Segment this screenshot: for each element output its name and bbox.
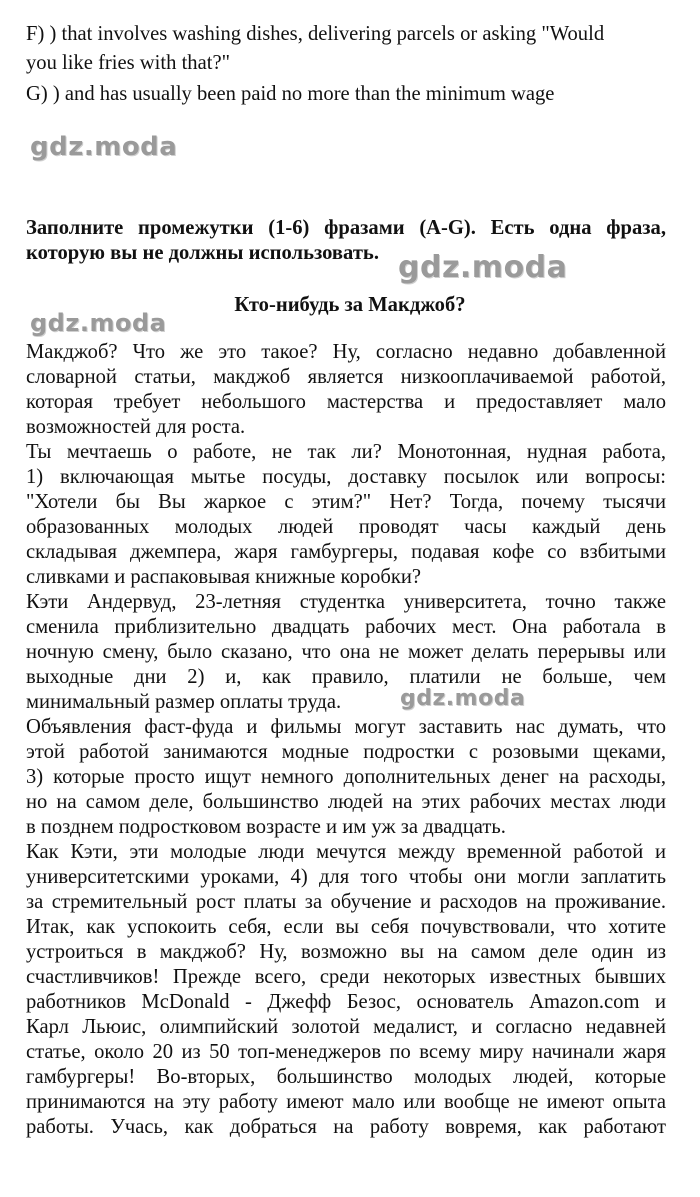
option-g: G) ) and has usually been paid no more than the minimum wage [26, 83, 555, 105]
body-line: словарной статьи, макджоб является низкооплачиваемой работой, [26, 366, 666, 388]
body-line: в позднем подростковом возрасте и им уж за двадцать. [26, 816, 506, 838]
body-line: гамбургеры! Во-вторых, большинство молодых людей, которые [26, 1066, 666, 1088]
body-line: минимальный размер оплаты труда. [26, 691, 342, 713]
body-line: Кэти Андервуд, 23-летняя студентка университета, точно также [26, 591, 666, 613]
body-line: 1) включающая мытье посуды, доставку посылок или вопросы: [26, 466, 666, 488]
watermark: gdz.moda [400, 686, 526, 711]
task-line-1: Заполните промежутки (1-6) фразами (A-G). Есть одна фраза, [26, 217, 666, 239]
body-line: счастливчиков! Прежде всего, среди некоторых известных бывших [26, 966, 666, 988]
body-line: выходные дни 2) и, как правило, платили не больше, чем [26, 666, 666, 688]
body-line: Карл Льюис, олимпийский золотой медалист, и согласно недавней [26, 1016, 666, 1038]
article-title: Кто-нибудь за Макджоб? [234, 294, 466, 316]
body-line: Итак, как успокоить себя, если вы себя почувствовали, что хотите [26, 916, 666, 938]
body-line: работников McDonald - Джефф Безос, основатель Amazon.com и [26, 991, 666, 1013]
watermark: gdz.moda [398, 250, 568, 285]
body-line: Ты мечтаешь о работе, не так ли? Монотонная, нудная работа, [26, 441, 666, 463]
body-line: Объявления фаст-фуда и фильмы могут заставить нас думать, что [26, 716, 666, 738]
body-line: статье, около 20 из 50 топ-менеджеров по всему миру начинали жаря [26, 1041, 666, 1063]
body-line: университетскими уроками, 4) для того чтобы они могли заплатить [26, 866, 666, 888]
body-line: Макджоб? Что же это такое? Ну, согласно недавно добавленной [26, 341, 666, 363]
task-line-2: которую вы не должны использовать. [26, 242, 379, 264]
watermark: gdz.moda [30, 132, 178, 162]
body-line: но на самом деле, большинство людей на этих рабочих местах люди [26, 791, 666, 813]
option-f-line-2: you like fries with that?" [26, 52, 230, 74]
body-line: работы. Учась, как добраться на работу вовремя, как работают [26, 1116, 666, 1138]
body-line: устроиться в макджоб? Ну, возможно вы на самом деле один из [26, 941, 666, 963]
watermark: gdz.moda [30, 309, 167, 337]
body-line: образованных молодых людей проводят часы каждый день [26, 516, 666, 538]
body-line: этой работой занимаются модные подростки с розовыми щеками, [26, 741, 666, 763]
body-line: принимаются на эту работу имеют мало или вообще не имеют опыта [26, 1091, 666, 1113]
body-line: которая требует небольшого мастерства и предоставляет мало [26, 391, 666, 413]
body-line: 3) которые просто ищут немного дополнительных денег на расходы, [26, 766, 666, 788]
body-line: сливками и распаковывая книжные коробки? [26, 566, 422, 588]
body-line: за стремительный рост платы за обучение и расходов на проживание. [26, 891, 666, 913]
body-line: ночную смену, было сказано, что она не может делать перерывы или [26, 641, 666, 663]
body-line: возможностей для роста. [26, 416, 246, 438]
body-line: Как Кэти, эти молодые люди мечутся между временной работой и [26, 841, 666, 863]
option-f-line-1: F) ) that involves washing dishes, delivering parcels or asking "Would [26, 23, 605, 45]
body-line: "Хотели бы Вы жаркое с этим?" Нет? Тогда, почему тысячи [26, 491, 666, 513]
body-line: сменила приблизительно двадцать рабочих мест. Она работала в [26, 616, 666, 638]
body-line: складывая джемпера, жаря гамбургеры, подавая кофе со взбитыми [26, 541, 666, 563]
